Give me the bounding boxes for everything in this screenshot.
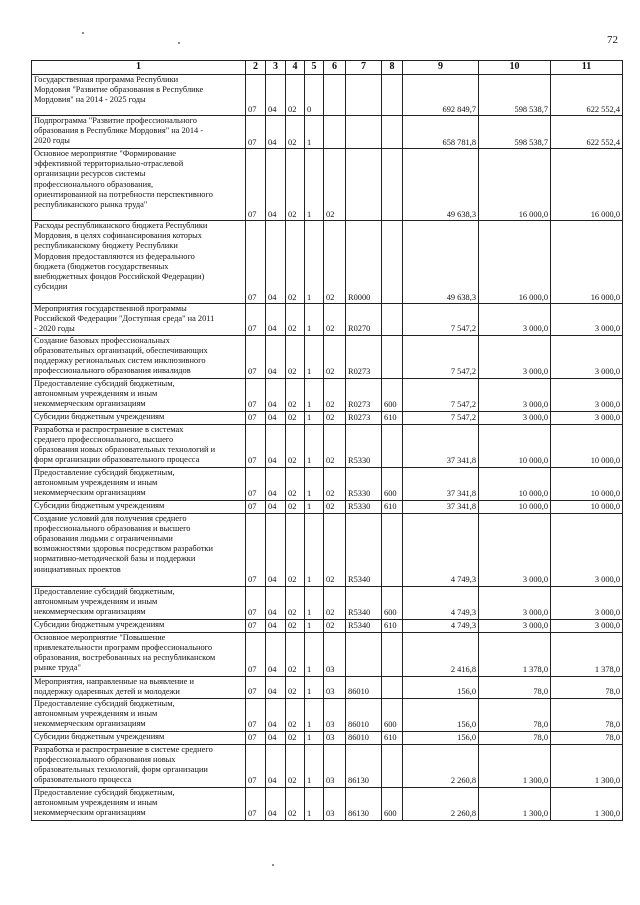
amount-cell: 156,0 [403, 698, 479, 731]
code-cell: 02 [324, 378, 346, 411]
code-cell: 600 [382, 378, 403, 411]
code-cell: 02 [286, 116, 305, 149]
code-cell: 600 [382, 698, 403, 731]
code-cell: 07 [246, 698, 266, 731]
code-cell: 1 [305, 411, 324, 424]
amount-cell: 3 000,0 [551, 586, 623, 619]
code-cell: 04 [266, 500, 286, 513]
code-cell: 02 [286, 424, 305, 467]
amount-cell: 78,0 [479, 676, 551, 698]
amount-cell: 78,0 [479, 698, 551, 731]
code-cell: 1 [305, 632, 324, 676]
column-header: 3 [266, 61, 286, 75]
amount-cell: 7 547,2 [403, 411, 479, 424]
code-cell: 0 [305, 75, 324, 116]
code-cell: 02 [286, 149, 305, 221]
code-cell: R5340 [346, 619, 382, 632]
row-name: Субсидии бюджетным учреждениям [32, 500, 246, 513]
code-cell: 86130 [346, 744, 382, 787]
code-cell: 02 [286, 744, 305, 787]
column-header: 9 [403, 61, 479, 75]
scan-speck [178, 42, 180, 44]
amount-cell: 2 260,8 [403, 744, 479, 787]
column-header: 2 [246, 61, 266, 75]
amount-cell: 3 000,0 [479, 513, 551, 586]
code-cell: R5330 [346, 424, 382, 467]
code-cell: 610 [382, 500, 403, 513]
code-cell: 03 [324, 787, 346, 820]
table-row [32, 149, 623, 221]
code-cell [346, 75, 382, 116]
table-row [32, 731, 623, 744]
code-cell: 07 [246, 335, 266, 378]
amount-cell: 16 000,0 [479, 149, 551, 221]
code-cell: 07 [246, 744, 266, 787]
code-cell [324, 116, 346, 149]
code-cell: 04 [266, 411, 286, 424]
code-cell: 07 [246, 787, 266, 820]
code-cell: 07 [246, 731, 266, 744]
code-cell: 04 [266, 632, 286, 676]
code-cell: R5340 [346, 586, 382, 619]
table-row [32, 116, 623, 149]
code-cell: 04 [266, 698, 286, 731]
row-name: Создание базовых профессиональных образовательных организаций, обеспечивающих поддержку региональных систем инклюзивного профессионального образования инвалидов [32, 335, 246, 378]
code-cell: 02 [324, 149, 346, 221]
code-cell: 07 [246, 75, 266, 116]
row-name: Субсидии бюджетным учреждениям [32, 411, 246, 424]
row-name: Разработка и распространение в системах среднего профессионального, высшего образования новых образовательных технологий и форм организации образовательного процесса [32, 424, 246, 467]
row-name: Мероприятия государственной программы Российской Федерации "Доступная среда" на 2011 - 2020 годы [32, 304, 246, 336]
code-cell: 1 [305, 304, 324, 336]
amount-cell: 37 341,8 [403, 500, 479, 513]
code-cell: 02 [324, 586, 346, 619]
amount-cell: 622 552,4 [551, 116, 623, 149]
amount-cell: 1 300,0 [551, 744, 623, 787]
amount-cell: 1 300,0 [479, 787, 551, 820]
code-cell: 07 [246, 221, 266, 304]
code-cell: 04 [266, 467, 286, 500]
code-cell: 04 [266, 149, 286, 221]
scan-speck [272, 864, 274, 866]
code-cell [382, 221, 403, 304]
code-cell: 1 [305, 500, 324, 513]
code-cell: 1 [305, 676, 324, 698]
amount-cell: 49 638,3 [403, 221, 479, 304]
amount-cell: 598 538,7 [479, 116, 551, 149]
code-cell: 04 [266, 221, 286, 304]
amount-cell: 10 000,0 [551, 467, 623, 500]
amount-cell: 3 000,0 [551, 411, 623, 424]
code-cell [382, 632, 403, 676]
amount-cell: 3 000,0 [551, 378, 623, 411]
code-cell: 02 [286, 676, 305, 698]
code-cell: 610 [382, 731, 403, 744]
amount-cell: 78,0 [551, 676, 623, 698]
code-cell: 04 [266, 676, 286, 698]
code-cell: 07 [246, 149, 266, 221]
code-cell: 1 [305, 378, 324, 411]
code-cell [382, 335, 403, 378]
code-cell: 02 [324, 500, 346, 513]
amount-cell: 10 000,0 [479, 467, 551, 500]
code-cell: 04 [266, 787, 286, 820]
code-cell: 04 [266, 304, 286, 336]
table-row [32, 304, 623, 336]
code-cell: 02 [286, 586, 305, 619]
code-cell: 600 [382, 467, 403, 500]
code-cell: 86130 [346, 787, 382, 820]
amount-cell: 78,0 [551, 731, 623, 744]
code-cell [382, 75, 403, 116]
code-cell: 02 [324, 513, 346, 586]
row-name: Субсидии бюджетным учреждениям [32, 619, 246, 632]
table-row [32, 676, 623, 698]
amount-cell: 2 260,8 [403, 787, 479, 820]
amount-cell: 3 000,0 [551, 513, 623, 586]
code-cell: 600 [382, 586, 403, 619]
code-cell: 02 [324, 221, 346, 304]
amount-cell: 156,0 [403, 731, 479, 744]
amount-cell: 3 000,0 [479, 586, 551, 619]
code-cell: 86010 [346, 676, 382, 698]
code-cell: 1 [305, 149, 324, 221]
table-body [32, 75, 623, 821]
row-name: Расходы республиканского бюджета Республики Мордовия, в целях софинансирования которых республиканскому бюджету Республики Мордовия предоставляются из федерального бюджета (бюджетов государственных внебюджетных фондов Российской Федерации) субсидии [32, 221, 246, 304]
code-cell: 02 [286, 500, 305, 513]
code-cell: 02 [286, 411, 305, 424]
code-cell: 07 [246, 116, 266, 149]
column-header: 6 [324, 61, 346, 75]
code-cell: R5330 [346, 500, 382, 513]
code-cell: 1 [305, 221, 324, 304]
header-row [32, 61, 623, 75]
code-cell: R0273 [346, 335, 382, 378]
code-cell: R0273 [346, 411, 382, 424]
code-cell: R0000 [346, 221, 382, 304]
code-cell [382, 304, 403, 336]
amount-cell: 10 000,0 [551, 500, 623, 513]
code-cell [382, 424, 403, 467]
code-cell: R0273 [346, 378, 382, 411]
amount-cell: 692 849,7 [403, 75, 479, 116]
code-cell [382, 744, 403, 787]
column-header: 4 [286, 61, 305, 75]
row-name: Мероприятия, направленные на выявление и поддержку одаренных детей и молодежи [32, 676, 246, 698]
amount-cell: 7 547,2 [403, 378, 479, 411]
amount-cell: 37 341,8 [403, 467, 479, 500]
table-row [32, 586, 623, 619]
table-row [32, 619, 623, 632]
code-cell: 1 [305, 731, 324, 744]
code-cell: R5330 [346, 467, 382, 500]
row-name: Предоставление субсидий бюджетным, автономным учреждениям и иным некоммерческим организациям [32, 698, 246, 731]
code-cell: 1 [305, 619, 324, 632]
table-row [32, 221, 623, 304]
row-name: Предоставление субсидий бюджетным, автономным учреждениям и иным некоммерческим организациям [32, 378, 246, 411]
code-cell: 02 [324, 335, 346, 378]
code-cell [382, 676, 403, 698]
column-header: 1 [32, 61, 246, 75]
amount-cell: 7 547,2 [403, 335, 479, 378]
code-cell: 02 [324, 411, 346, 424]
amount-cell: 3 000,0 [551, 304, 623, 336]
code-cell [346, 149, 382, 221]
amount-cell: 16 000,0 [479, 221, 551, 304]
row-name: Основное мероприятие "Формирование эффективной территориально-отраслевой организации ресурсов системы профессионального образования, ориентированной на потребности перспективного республиканского рынка труда" [32, 149, 246, 221]
code-cell: 02 [286, 513, 305, 586]
amount-cell: 1 300,0 [551, 787, 623, 820]
code-cell: 07 [246, 411, 266, 424]
code-cell: 1 [305, 787, 324, 820]
code-cell: 04 [266, 586, 286, 619]
code-cell: 07 [246, 632, 266, 676]
amount-cell: 156,0 [403, 676, 479, 698]
amount-cell: 78,0 [551, 698, 623, 731]
code-cell: 02 [286, 698, 305, 731]
amount-cell: 1 378,0 [551, 632, 623, 676]
row-name: Предоставление субсидий бюджетным, автономным учреждениям и иным некоммерческим организациям [32, 787, 246, 820]
code-cell: 02 [286, 632, 305, 676]
code-cell: 02 [286, 467, 305, 500]
amount-cell: 3 000,0 [479, 335, 551, 378]
table-row [32, 335, 623, 378]
table-row [32, 411, 623, 424]
code-cell: 610 [382, 619, 403, 632]
code-cell: 02 [324, 619, 346, 632]
code-cell: 02 [286, 787, 305, 820]
code-cell: 04 [266, 731, 286, 744]
amount-cell: 16 000,0 [551, 221, 623, 304]
amount-cell: 78,0 [479, 731, 551, 744]
code-cell: 02 [324, 424, 346, 467]
code-cell: 07 [246, 304, 266, 336]
code-cell: 04 [266, 424, 286, 467]
code-cell [382, 149, 403, 221]
code-cell [382, 513, 403, 586]
code-cell: 1 [305, 744, 324, 787]
amount-cell: 1 378,0 [479, 632, 551, 676]
code-cell: 02 [286, 221, 305, 304]
code-cell: 07 [246, 467, 266, 500]
code-cell: 07 [246, 586, 266, 619]
code-cell: 07 [246, 500, 266, 513]
table-row [32, 698, 623, 731]
code-cell: 86010 [346, 731, 382, 744]
code-cell: 04 [266, 378, 286, 411]
code-cell: 04 [266, 513, 286, 586]
column-header: 7 [346, 61, 382, 75]
table-row [32, 378, 623, 411]
column-header: 10 [479, 61, 551, 75]
amount-cell: 4 749,3 [403, 513, 479, 586]
code-cell: 1 [305, 335, 324, 378]
code-cell: 03 [324, 731, 346, 744]
code-cell [346, 116, 382, 149]
amount-cell: 4 749,3 [403, 619, 479, 632]
table-row [32, 744, 623, 787]
amount-cell: 3 000,0 [479, 619, 551, 632]
budget-table [31, 60, 623, 821]
amount-cell: 49 638,3 [403, 149, 479, 221]
code-cell: 1 [305, 513, 324, 586]
code-cell: 07 [246, 378, 266, 411]
amount-cell: 3 000,0 [551, 335, 623, 378]
amount-cell: 2 416,8 [403, 632, 479, 676]
amount-cell: 3 000,0 [479, 411, 551, 424]
amount-cell: 4 749,3 [403, 586, 479, 619]
code-cell: 02 [286, 619, 305, 632]
code-cell [324, 75, 346, 116]
code-cell: 02 [286, 378, 305, 411]
amount-cell: 658 781,8 [403, 116, 479, 149]
code-cell: 1 [305, 467, 324, 500]
code-cell: R0270 [346, 304, 382, 336]
code-cell: 03 [324, 632, 346, 676]
code-cell: 04 [266, 335, 286, 378]
code-cell: 03 [324, 676, 346, 698]
code-cell: 610 [382, 411, 403, 424]
amount-cell: 10 000,0 [551, 424, 623, 467]
code-cell: 02 [286, 304, 305, 336]
code-cell: 07 [246, 513, 266, 586]
table-row [32, 500, 623, 513]
code-cell: 02 [286, 335, 305, 378]
code-cell: 07 [246, 619, 266, 632]
column-header: 5 [305, 61, 324, 75]
code-cell: 07 [246, 424, 266, 467]
table-row [32, 513, 623, 586]
code-cell: 07 [246, 676, 266, 698]
code-cell [346, 632, 382, 676]
code-cell: 1 [305, 424, 324, 467]
amount-cell: 16 000,0 [551, 149, 623, 221]
code-cell: 04 [266, 619, 286, 632]
amount-cell: 10 000,0 [479, 424, 551, 467]
code-cell: 02 [324, 467, 346, 500]
amount-cell: 622 552,4 [551, 75, 623, 116]
amount-cell: 598 538,7 [479, 75, 551, 116]
row-name: Создание условий для получения среднего профессионального образования и высшего образования людьми с ограниченными возможностями здоровья посредством разработки нормативно-методической базы и поддержки инициативных проектов [32, 513, 246, 586]
scan-speck [82, 32, 84, 34]
amount-cell: 1 300,0 [479, 744, 551, 787]
amount-cell: 3 000,0 [551, 619, 623, 632]
table-row [32, 424, 623, 467]
column-header: 11 [551, 61, 623, 75]
code-cell [382, 116, 403, 149]
code-cell: 1 [305, 116, 324, 149]
code-cell: R5340 [346, 513, 382, 586]
table-row [32, 467, 623, 500]
amount-cell: 10 000,0 [479, 500, 551, 513]
code-cell: 04 [266, 116, 286, 149]
code-cell: 600 [382, 787, 403, 820]
amount-cell: 7 547,2 [403, 304, 479, 336]
row-name: Государственная программа Республики Мордовия "Развитие образования в Республике Мордовия" на 2014 - 2025 годы [32, 75, 246, 116]
code-cell: 04 [266, 75, 286, 116]
row-name: Предоставление субсидий бюджетным, автономным учреждениям и иным некоммерческим организациям [32, 586, 246, 619]
row-name: Предоставление субсидий бюджетным, автономным учреждениям и иным некоммерческим организациям [32, 467, 246, 500]
row-name: Подпрограмма "Развитие профессионального образования в Республике Мордовия" на 2014 - 2020 годы [32, 116, 246, 149]
code-cell: 86010 [346, 698, 382, 731]
code-cell: 02 [324, 304, 346, 336]
amount-cell: 3 000,0 [479, 378, 551, 411]
code-cell: 02 [286, 731, 305, 744]
table-row [32, 75, 623, 116]
amount-cell: 3 000,0 [479, 304, 551, 336]
code-cell: 1 [305, 698, 324, 731]
row-name: Субсидии бюджетным учреждениям [32, 731, 246, 744]
code-cell: 03 [324, 698, 346, 731]
code-cell: 03 [324, 744, 346, 787]
code-cell: 04 [266, 744, 286, 787]
code-cell: 1 [305, 586, 324, 619]
table-row [32, 787, 623, 820]
column-header: 8 [382, 61, 403, 75]
table-row [32, 632, 623, 676]
amount-cell: 37 341,8 [403, 424, 479, 467]
row-name: Разработка и распространение в системе среднего профессионального образования новых образовательных технологий, форм организации образовательного процесса [32, 744, 246, 787]
code-cell: 02 [286, 75, 305, 116]
page-number: 72 [607, 34, 618, 46]
row-name: Основное мероприятие "Повышение привлекательности программ профессионального образования, востребованных на республиканском рынке труда" [32, 632, 246, 676]
